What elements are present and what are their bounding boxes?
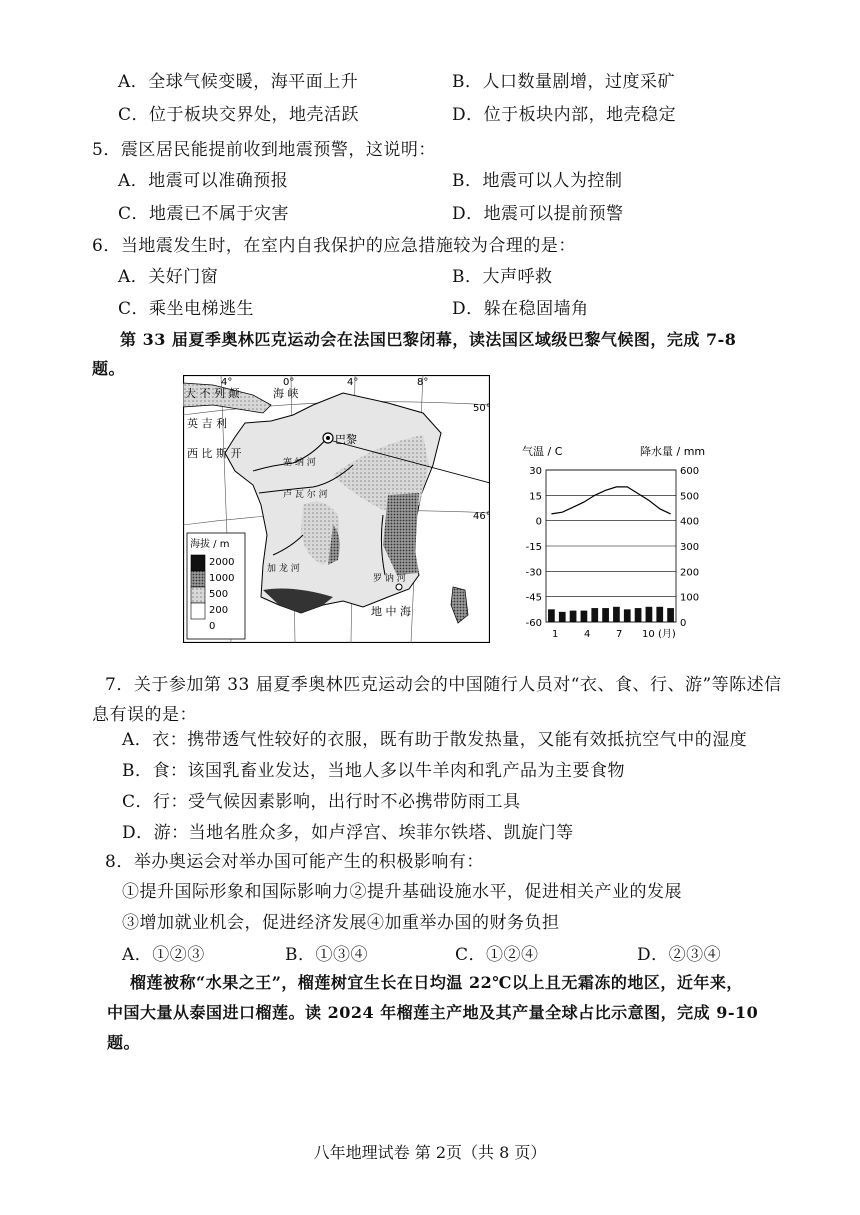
- y-right-tick: 300: [680, 542, 700, 553]
- x-tick-1: 1: [552, 629, 559, 640]
- y-left-tick: 15: [529, 491, 542, 503]
- city-label-paris: 巴黎: [335, 433, 357, 446]
- q4-option-b: B．人口数量剧增，过度采矿: [452, 72, 675, 92]
- label-garonne: 加 龙 河: [267, 564, 300, 574]
- legend-level-0: 0: [209, 621, 216, 632]
- q6-option-b: B．大声呼救: [452, 267, 553, 287]
- precipitation-bar: [667, 608, 674, 622]
- intro-9-10-line1: 榴莲被称“水果之王”，榴莲树宜生长在日均温 22℃以上且无霜冻的地区，近年来，: [130, 973, 743, 992]
- y-right-tick: 400: [680, 516, 700, 528]
- q8-option-d: D．②③④: [637, 945, 722, 965]
- intro-9-10-line3: 题。: [107, 1033, 141, 1052]
- lon-label-4: 8°: [417, 377, 429, 388]
- lat-label-50: 50°: [473, 403, 490, 414]
- y-right-tick: 600: [680, 466, 700, 477]
- intro-7-8-line2: 题。: [92, 359, 126, 378]
- legend-level-2000: 2000: [209, 557, 235, 568]
- label-uk: 大 不 列 颠: [185, 387, 240, 400]
- label-sea-west: 英 吉 利: [187, 417, 227, 430]
- q6-option-d: D．躲在稳固墙角: [452, 299, 589, 319]
- q5-option-d: D．地震可以提前预警: [452, 204, 624, 224]
- q4-option-a: A．全球气候变暖，海平面上升: [118, 72, 359, 92]
- climate-chart-svg: [490, 435, 720, 645]
- y-right-tick: 0: [680, 618, 687, 629]
- y-right-label: 降水量 / mm: [640, 445, 706, 458]
- intro-7-8-line1: 第 33 届夏季奥林匹克运动会在法国巴黎闭幕，读法国区域级巴黎气候图，完成 7-8: [120, 330, 737, 349]
- x-tick-10: 10: [642, 629, 655, 640]
- q5-option-b: B．地震可以人为控制: [452, 171, 623, 191]
- precipitation-bar: [646, 607, 653, 622]
- label-loire: 卢 瓦 尔 河: [283, 490, 328, 500]
- lon-label-2: 0°: [283, 377, 295, 388]
- legend-title: 海拔 / m: [190, 539, 230, 550]
- q8-stem: 8．举办奥运会对举办国可能产生的积极影响有：: [105, 852, 484, 872]
- y-left-tick: -30: [525, 567, 542, 579]
- precipitation-bar: [591, 608, 598, 622]
- q8-option-c: C．①②④: [455, 945, 539, 965]
- label-seine: 塞 纳 河: [283, 458, 316, 468]
- q6-option-c: C．乘坐电梯逃生: [118, 299, 255, 319]
- precipitation-bar: [635, 608, 642, 622]
- intro-9-10-line2: 中国大量从泰国进口榴莲。读 2024 年榴莲主产地及其产量全球占比示意图，完成 9-10: [107, 1003, 759, 1022]
- precipitation-bar: [581, 611, 588, 622]
- q8-option-b: B．①③④: [285, 945, 368, 965]
- q7-option-c: C．行：受气候因素影响，出行时不必携带防雨工具: [122, 792, 521, 812]
- q7-option-a: A．衣：携带透气性较好的衣服，既有助于散发热量，又能有效抵抗空气中的湿度: [122, 730, 748, 750]
- q8-option-a: A．①②③: [122, 945, 205, 965]
- x-tick-7: 7: [616, 629, 623, 640]
- y-left-tick: 30: [529, 466, 542, 477]
- paris-climate-chart: [490, 435, 720, 645]
- legend-level-1000: 1000: [209, 573, 235, 584]
- x-tick-4: 4: [584, 629, 591, 640]
- q4-option-d: D．位于板块内部，地壳稳定: [452, 105, 677, 125]
- q5-option-a: A．地震可以准确预报: [118, 171, 289, 191]
- q7-option-d: D．游：当地名胜众多，如卢浮宫、埃菲尔铁塔、凯旋门等: [122, 823, 574, 843]
- q6-stem: 6．当地震发生时，在室内自我保护的应急措施较为合理的是：: [92, 236, 576, 256]
- precipitation-bar: [559, 612, 566, 622]
- legend-level-200: 200: [209, 605, 229, 616]
- precipitation-bar: [624, 609, 631, 622]
- q7-stem-2: 息有误的是：: [92, 705, 197, 725]
- q7-stem-1: 7．关于参加第 33 届夏季奥林匹克运动会的中国随行人员对“衣、食、行、游”等陈述信: [105, 675, 782, 695]
- q7-option-b: B．食：该国乳畜业发达，当地人多以牛羊肉和乳产品为主要食物: [122, 761, 625, 781]
- y-left-tick: -45: [525, 592, 542, 604]
- lon-label-3: 4°: [347, 377, 359, 388]
- precipitation-bar: [602, 608, 609, 622]
- elevation-legend: [187, 533, 245, 639]
- label-med: 地 中 海: [371, 605, 411, 618]
- precipitation-bar: [570, 611, 577, 622]
- precipitation-bar: [656, 607, 663, 622]
- temperature-line: [551, 487, 670, 514]
- france-map-svg: [183, 375, 490, 643]
- page-footer: 八年地理试卷 第 2页（共 8 页）: [313, 1143, 547, 1162]
- y-left-label: 气温 / C: [522, 445, 563, 458]
- y-right-tick: 200: [680, 567, 700, 579]
- label-strait: 海 峡: [273, 387, 299, 400]
- q8-items-2: ③增加就业机会，促进经济发展④加重举办国的财务负担: [122, 913, 560, 933]
- y-left-tick: 0: [535, 516, 542, 528]
- q5-option-c: C．地震已不属于灾害: [118, 204, 290, 224]
- q6-option-a: A．关好门窗: [118, 267, 219, 287]
- q4-option-c: C．位于板块交界处，地壳活跃: [118, 105, 360, 125]
- y-right-tick: 500: [680, 491, 700, 503]
- x-unit: (月): [658, 629, 676, 640]
- lat-label-46: 46°: [473, 511, 490, 522]
- precipitation-bar: [613, 607, 620, 622]
- y-right-tick: 100: [680, 592, 700, 604]
- label-rhone: 罗 讷 河: [373, 574, 406, 584]
- y-left-tick: -60: [525, 618, 542, 629]
- q8-items-1: ①提升国际形象和国际影响力②提升基础设施水平，促进相关产业的发展: [122, 882, 682, 902]
- france-map: [183, 375, 490, 643]
- legend-level-500: 500: [209, 589, 229, 600]
- y-left-tick: -15: [525, 542, 542, 553]
- q5-stem: 5．震区居民能提前收到地震预警，这说明：: [92, 140, 436, 160]
- lon-label-1: 4°: [221, 377, 233, 388]
- precipitation-bar: [548, 609, 555, 622]
- label-bay: 西 比 斯 开: [187, 447, 242, 460]
